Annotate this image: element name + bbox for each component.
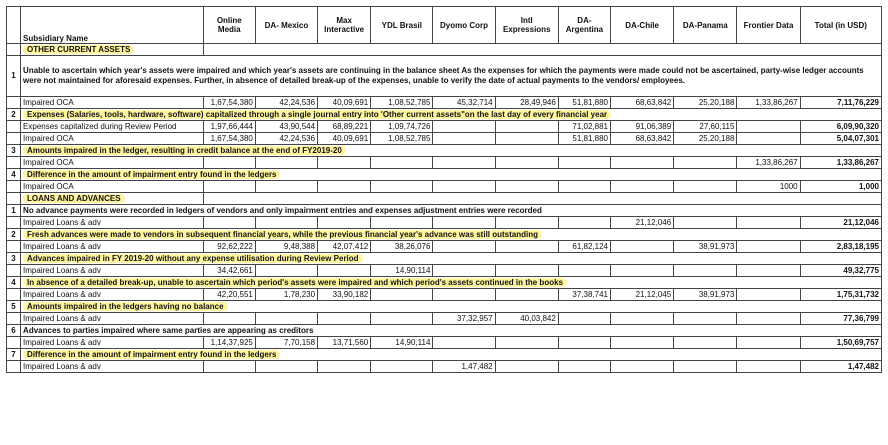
cell-total: 6,09,90,320 — [800, 121, 881, 133]
loans-item-2-row — [7, 241, 882, 253]
oca-item-2-row-2 — [7, 133, 882, 145]
loans-item-2-description-row — [7, 229, 882, 241]
cell-ydl-brasil: 14,90,114 — [371, 265, 433, 277]
cell-da-mexico: 7,70,158 — [255, 337, 317, 349]
cell-dyomo-corp — [433, 133, 495, 145]
header-row — [7, 7, 882, 44]
cell-ydl-brasil: 38,26,076 — [371, 241, 433, 253]
loans-item-3-description: Advances impaired in FY 2019-20 without any expense utilisation during Review Period — [23, 254, 363, 263]
loans-item-6-description: Advances to parties impaired where same parties are appearing as creditors — [21, 325, 882, 337]
cell-online-media: 1,67,54,380 — [203, 97, 255, 109]
cell-da-mexico: 42,24,536 — [255, 97, 317, 109]
cell-total: 21,12,046 — [800, 217, 881, 229]
cell-da-panama: 25,20,188 — [674, 97, 737, 109]
cell-online-media: 1,97,66,444 — [203, 121, 255, 133]
cell-max-interactive: 13,71,560 — [318, 337, 371, 349]
oca-item-2-description: Expenses (Salaries, tools, hardware, software) capitalized through a single journal entry into 'Other current assets"on the last day of every financial year — [23, 110, 611, 119]
loans-item-5-description: Amounts impaired in the ledgers having no balance — [23, 302, 227, 311]
oca-item-4-description-row — [7, 169, 882, 181]
oca-item-2-row-1 — [7, 121, 882, 133]
cell-total: 1,47,482 — [800, 361, 881, 373]
col-header-da-chile: DA-Chile — [611, 7, 674, 44]
cell-max-interactive: 40,09,691 — [318, 97, 371, 109]
cell-ydl-brasil: 14,90,114 — [371, 337, 433, 349]
cell-intl-expressions — [495, 133, 558, 145]
cell-da-chile: 21,12,046 — [611, 217, 674, 229]
cell-online-media: 1,14,37,925 — [203, 337, 255, 349]
row-label: Impaired Loans & adv — [21, 217, 204, 229]
loans-item-7-description-row — [7, 349, 882, 361]
loans-item-1-row — [7, 217, 882, 229]
cell-intl-expressions — [495, 121, 558, 133]
cell-total: 2,83,18,195 — [800, 241, 881, 253]
row-label: Expenses capitalized during Review Period — [21, 121, 204, 133]
cell-ydl-brasil: 1,08,52,785 — [371, 133, 433, 145]
cell-da-argentina: 51,81,880 — [558, 133, 610, 145]
loans-item-6-description-row — [7, 325, 882, 337]
row-label: Impaired Loans & adv — [21, 265, 204, 277]
oca-item-4-description: Difference in the amount of impairment entry found in the ledgers — [23, 170, 280, 179]
col-header-da-mexico: DA- Mexico — [255, 7, 317, 44]
loans-item-7-row — [7, 361, 882, 373]
loans-item-3-index: 3 — [7, 253, 21, 265]
loans-item-4-description-row — [7, 277, 882, 289]
cell-total: 1,33,86,267 — [800, 157, 881, 169]
cell-total: 1,000 — [800, 181, 881, 193]
oca-item-4-index: 4 — [7, 169, 21, 181]
cell-intl-expressions: 28,49,946 — [495, 97, 558, 109]
cell-frontier-data: 1000 — [737, 181, 800, 193]
oca-item-2-description-row — [7, 109, 882, 121]
section-row-loans — [7, 193, 882, 205]
cell-max-interactive: 42,07,412 — [318, 241, 371, 253]
col-header-intl-expressions: Intl Expressions — [495, 7, 558, 44]
col-header-subsidiary: Subsidiary Name — [21, 7, 204, 44]
col-header-total: Total (in USD) — [800, 7, 881, 44]
loans-item-6-row — [7, 337, 882, 349]
row-label: Impaired Loans & adv — [21, 337, 204, 349]
oca-item-1-description: Unable to ascertain which year's assets were impaired and which year's assets are continuing in the balance sheet As the expenses for which the payments were made could not be ascertained, party-wise ledger accounts were not maintained for aforesaid expenses. Further, in absence of detailed break-up of the expenses, unable to verify the date of actual payments to the vendors/ employees. — [21, 56, 882, 97]
col-header-max-interactive: Max Interactive — [318, 7, 371, 44]
col-header-dyomo-corp: Dyomo Corp — [433, 7, 495, 44]
section-row-oca — [7, 44, 882, 56]
loans-item-2-index: 2 — [7, 229, 21, 241]
loans-item-2-description: Fresh advances were made to vendors in subsequent financial years, while the previous financial year's advance was still outstanding — [23, 230, 542, 239]
row-label: Impaired OCA — [21, 157, 204, 169]
index-header — [7, 7, 21, 44]
cell-frontier-data: 1,33,86,267 — [737, 157, 800, 169]
cell-da-argentina: 71,02,881 — [558, 121, 610, 133]
oca-item-1-description-row — [7, 56, 882, 97]
cell-online-media: 92,62,222 — [203, 241, 255, 253]
loans-item-5-description-row — [7, 301, 882, 313]
cell-da-mexico: 1,78,230 — [255, 289, 317, 301]
cell-frontier-data: 1,33,86,267 — [737, 97, 800, 109]
row-label: Impaired Loans & adv — [21, 313, 204, 325]
cell-frontier-data — [737, 133, 800, 145]
loans-item-7-index: 7 — [7, 349, 21, 361]
cell-max-interactive: 33,90,182 — [318, 289, 371, 301]
col-header-frontier-data: Frontier Data — [737, 7, 800, 44]
loans-item-4-index: 4 — [7, 277, 21, 289]
section-title-oca: OTHER CURRENT ASSETS — [23, 45, 134, 54]
oca-item-3-index: 3 — [7, 145, 21, 157]
oca-item-3-row — [7, 157, 882, 169]
cell-dyomo-corp — [433, 121, 495, 133]
cell-da-mexico: 42,24,536 — [255, 133, 317, 145]
loans-item-4-description: In absence of a detailed break-up, unable to ascertain which period's assets were impaired and which period's assets continued in the books — [23, 278, 567, 287]
cell-da-argentina: 37,38,741 — [558, 289, 610, 301]
loans-item-5-row — [7, 313, 882, 325]
cell-da-panama: 38,91,973 — [674, 241, 737, 253]
loans-item-1-description: No advance payments were recorded in ledgers of vendors and only impairment entries and expenses adjustment entries were recorded — [21, 205, 882, 217]
cell-dyomo-corp: 45,32,714 — [433, 97, 495, 109]
section-title-loans: LOANS AND ADVANCES — [23, 194, 124, 203]
cell-online-media: 34,42,661 — [203, 265, 255, 277]
row-label: Impaired Loans & adv — [21, 241, 204, 253]
oca-item-3-description-row — [7, 145, 882, 157]
cell-dyomo-corp: 1,47,482 — [433, 361, 495, 373]
cell-total: 5,04,07,301 — [800, 133, 881, 145]
cell-max-interactive: 68,89,221 — [318, 121, 371, 133]
loans-item-5-index: 5 — [7, 301, 21, 313]
cell-online-media: 42,20,551 — [203, 289, 255, 301]
oca-item-4-row — [7, 181, 882, 193]
cell-da-chile: 68,63,842 — [611, 97, 674, 109]
oca-item-1-index: 1 — [7, 56, 21, 97]
cell-max-interactive: 40,09,691 — [318, 133, 371, 145]
cell-total: 49,32,775 — [800, 265, 881, 277]
cell-da-chile: 91,06,389 — [611, 121, 674, 133]
cell-da-argentina: 51,81,880 — [558, 97, 610, 109]
loans-item-1-index: 1 — [7, 205, 21, 217]
row-label: Impaired OCA — [21, 181, 204, 193]
col-header-da-panama: DA-Panama — [674, 7, 737, 44]
cell-intl-expressions: 40,03,842 — [495, 313, 558, 325]
cell-ydl-brasil: 1,08,52,785 — [371, 97, 433, 109]
cell-da-chile: 68,63,842 — [611, 133, 674, 145]
cell-dyomo-corp: 37,32,957 — [433, 313, 495, 325]
loans-item-4-row — [7, 289, 882, 301]
col-header-online-media: Online Media — [203, 7, 255, 44]
col-header-ydl-brasil: YDL Brasil — [371, 7, 433, 44]
cell-total: 77,36,799 — [800, 313, 881, 325]
oca-item-2-index: 2 — [7, 109, 21, 121]
cell-total: 7,11,76,229 — [800, 97, 881, 109]
loans-item-3-description-row — [7, 253, 882, 265]
cell-da-panama: 27,60,115 — [674, 121, 737, 133]
cell-ydl-brasil: 1,09,74,726 — [371, 121, 433, 133]
cell-online-media: 1,67,54,380 — [203, 133, 255, 145]
cell-da-panama: 25,20,188 — [674, 133, 737, 145]
col-header-da-argentina: DA- Argentina — [558, 7, 610, 44]
oca-item-1-row — [7, 97, 882, 109]
row-label: Impaired OCA — [21, 133, 204, 145]
row-label: Impaired Loans & adv — [21, 289, 204, 301]
cell-da-chile: 21,12,045 — [611, 289, 674, 301]
loans-item-3-row — [7, 265, 882, 277]
cell-da-panama: 38,91,973 — [674, 289, 737, 301]
cell-total: 1,75,31,732 — [800, 289, 881, 301]
row-label: Impaired OCA — [21, 97, 204, 109]
impairment-table-container — [6, 6, 882, 373]
loans-item-6-index: 6 — [7, 325, 21, 337]
loans-item-7-description: Difference in the amount of impairment entry found in the ledgers — [23, 350, 280, 359]
oca-item-3-description: Amounts impaired in the ledger, resulting in credit balance at the end of FY2019-20 — [23, 146, 346, 155]
cell-da-mexico: 43,90,544 — [255, 121, 317, 133]
row-label: Impaired Loans & adv — [21, 361, 204, 373]
loans-item-1-description-row — [7, 205, 882, 217]
cell-total: 1,50,69,757 — [800, 337, 881, 349]
impairment-table — [6, 6, 882, 373]
cell-da-mexico: 9,48,388 — [255, 241, 317, 253]
cell-da-argentina: 61,82,124 — [558, 241, 610, 253]
cell-frontier-data — [737, 121, 800, 133]
